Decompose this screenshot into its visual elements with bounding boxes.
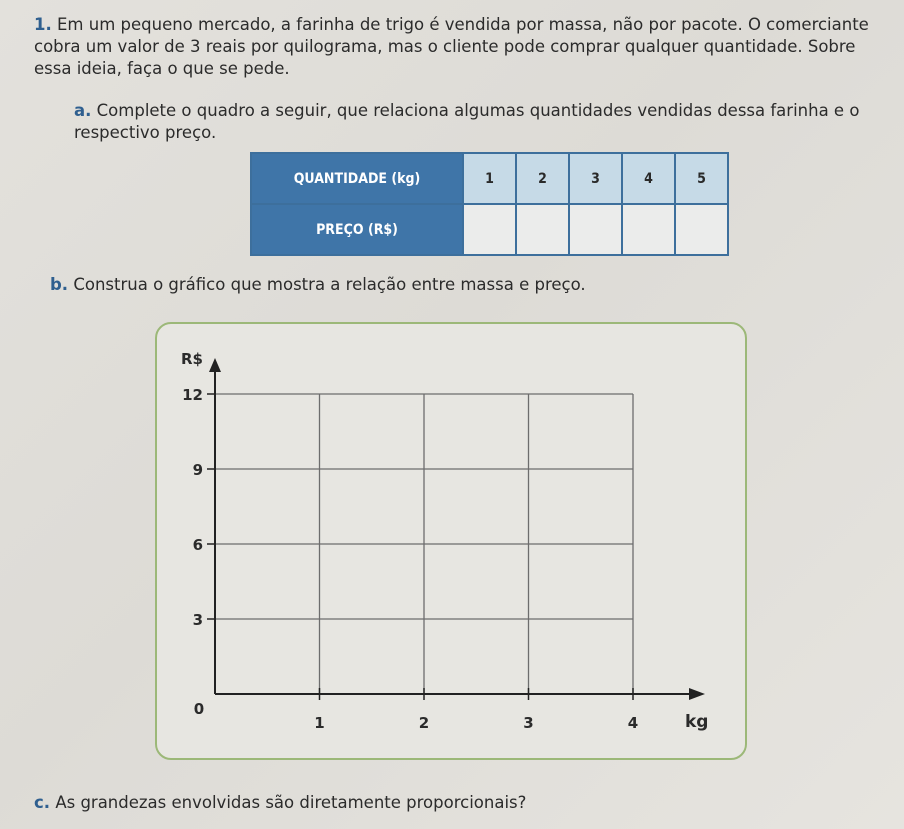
y-tick-label: 9	[192, 461, 203, 479]
x-tick-label: 4	[627, 714, 639, 732]
item-a	[34, 100, 884, 144]
price-header: PREÇO (R$)	[251, 204, 463, 255]
x-axis-label: kg	[685, 712, 709, 732]
item-c	[34, 792, 854, 814]
item-c-text: As grandezas envolvidas são diretamente proporcionais?	[55, 793, 527, 812]
quantity-cell: 2	[516, 153, 569, 204]
y-tick-label: 0	[193, 700, 205, 718]
question-number: 1.	[34, 15, 52, 34]
item-b-marker: b.	[50, 275, 69, 294]
price-mass-graph[interactable]	[155, 322, 743, 756]
item-b	[50, 274, 870, 296]
quantity-cell: 1	[463, 153, 516, 204]
item-a-text: Complete o quadro a seguir, que relaciona algumas quantidades vendidas dessa farinha e o respectivo preço.	[74, 101, 860, 142]
price-cell[interactable]	[675, 204, 728, 255]
x-tick-label: 1	[314, 714, 325, 732]
quantity-header: QUANTIDADE (kg)	[251, 153, 463, 204]
price-cell[interactable]	[463, 204, 516, 255]
y-tick-label: 12	[182, 386, 203, 404]
item-b-text: Construa o gráfico que mostra a relação entre massa e preço.	[73, 275, 586, 294]
price-cell[interactable]	[622, 204, 675, 255]
y-tick-label: 3	[192, 611, 203, 629]
question-1	[34, 14, 884, 80]
quantity-cell: 4	[622, 153, 675, 204]
x-axis-arrow-icon	[689, 688, 705, 700]
question-1-text: Em um pequeno mercado, a farinha de trigo é vendida por massa, não por pacote. O comerciante cobra um valor de 3 reais por quilograma, mas o cliente pode comprar qualquer quantidade. Sobre essa ideia, faça o que se pede.	[34, 15, 869, 78]
price-cell[interactable]	[569, 204, 622, 255]
price-cell[interactable]	[516, 204, 569, 255]
quantity-row	[251, 153, 728, 204]
price-row	[251, 204, 728, 255]
quantity-cell: 5	[675, 153, 728, 204]
y-axis-label: R$	[181, 350, 203, 368]
x-tick-label: 2	[418, 714, 430, 732]
y-axis-arrow-icon	[209, 358, 221, 372]
item-a-marker: a.	[74, 101, 92, 120]
x-tick-label: 3	[523, 714, 534, 732]
item-c-marker: c.	[34, 793, 51, 812]
quantity-cell: 3	[569, 153, 622, 204]
y-tick-label: 6	[192, 536, 203, 554]
quantity-price-table	[250, 152, 729, 256]
